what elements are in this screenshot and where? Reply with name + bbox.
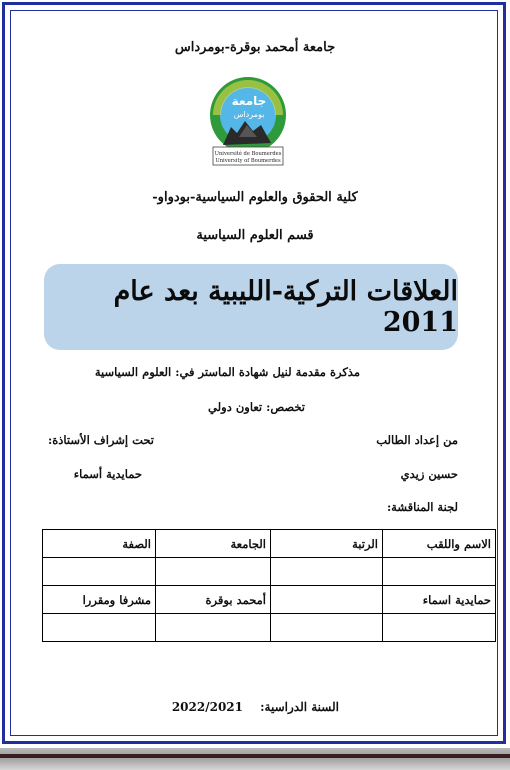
bottom-scan-bar <box>0 748 510 770</box>
committee-label: لجنة المناقشة: <box>386 500 458 514</box>
table-cell <box>156 558 271 586</box>
department-name: قسم العلوم السياسية <box>196 228 314 243</box>
table-row <box>43 614 496 642</box>
specialization: تخصص: تعاون دولي <box>208 400 305 414</box>
supervision-label: تحت إشراف الأستاذة: <box>48 433 154 447</box>
prepared-by-label: من إعداد الطالب <box>376 433 458 447</box>
table-cell <box>271 558 383 586</box>
table-cell <box>271 614 383 642</box>
student-name: حسين زيدي <box>400 467 458 481</box>
table-cell: مشرفا ومقررا <box>43 586 156 614</box>
table-cell <box>383 558 496 586</box>
table-cell <box>43 558 156 586</box>
table-header-cell: الصفة <box>43 530 156 558</box>
logo-arabic-line2: بومرداس <box>233 110 265 119</box>
table-cell <box>383 614 496 642</box>
table-row <box>43 586 496 614</box>
thesis-degree-line: مذكرة مقدمة لنيل شهادة الماستر في: العلوم السياسية <box>94 365 360 379</box>
thesis-title: العلاقات التركية-الليبية بعد عام 2011 <box>113 276 458 338</box>
table-header-row <box>43 530 496 558</box>
logo-caption-fr: Université de Boumerdes <box>214 151 282 157</box>
thesis-title-box <box>44 264 458 350</box>
table-cell <box>43 614 156 642</box>
faculty-name: كلية الحقوق والعلوم السياسية-بودواو- <box>152 190 358 205</box>
table-header-cell: الرتبة <box>271 530 383 558</box>
bottom-stripe <box>0 754 510 758</box>
logo-arabic-line1: جامعة <box>231 94 267 108</box>
supervisor-name: حمايدية أسماء <box>73 467 142 481</box>
academic-year: 2022/2021 <box>171 700 243 714</box>
table-header-cell: الاسم واللقب <box>383 530 496 558</box>
logo-caption-en: University of Boumerdes <box>215 158 281 164</box>
university-logo <box>205 75 291 167</box>
table-header-cell: الجامعة <box>156 530 271 558</box>
university-name: جامعة أمحمد بوقرة-بومرداس <box>174 40 336 55</box>
committee-table <box>42 529 496 642</box>
table-cell: أمحمد بوقرة <box>156 586 271 614</box>
university-logo-icon <box>205 75 291 167</box>
table-row <box>43 558 496 586</box>
academic-year-label: السنة الدراسية: <box>260 700 339 714</box>
table-cell <box>271 586 383 614</box>
table-cell: حمايدية اسماء <box>383 586 496 614</box>
table-cell <box>156 614 271 642</box>
